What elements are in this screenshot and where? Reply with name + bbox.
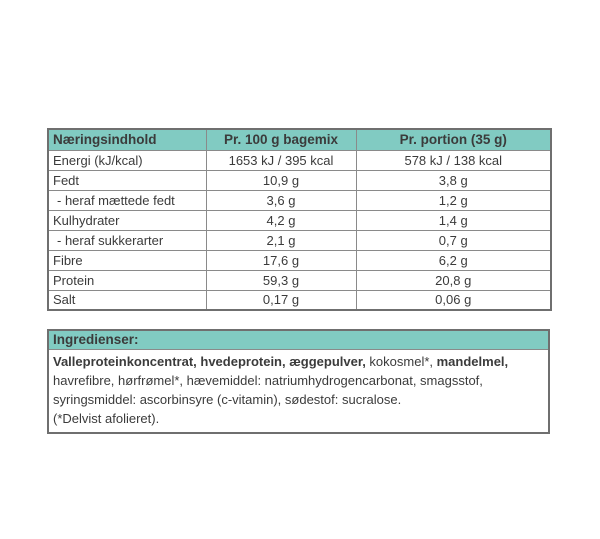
ingredients-line (53, 371, 544, 390)
row-label: - heraf sukkerarter (48, 230, 206, 250)
row-label: Fibre (48, 250, 206, 270)
value-per-100g: 4,2 g (206, 210, 356, 230)
nutrition-header-row (48, 129, 551, 150)
nutrition-row (48, 150, 551, 170)
row-label: Kulhydrater (48, 210, 206, 230)
value-per-portion: 1,4 g (356, 210, 551, 230)
nutrition-row (48, 230, 551, 250)
value-per-portion: 0,06 g (356, 290, 551, 310)
ingredients-box (47, 329, 550, 434)
value-per-100g: 2,1 g (206, 230, 356, 250)
value-per-portion: 1,2 g (356, 190, 551, 210)
ingredients-line (53, 352, 544, 371)
ingredient-segment-bold: Valleproteinkoncentrat, hvedeprotein, æggepulver, (53, 354, 366, 369)
value-per-portion: 3,8 g (356, 170, 551, 190)
ingredients-text (49, 350, 548, 432)
value-per-100g: 0,17 g (206, 290, 356, 310)
value-per-portion: 20,8 g (356, 270, 551, 290)
row-label: - heraf mættede fedt (48, 190, 206, 210)
header-per-100g: Pr. 100 g bagemix (206, 129, 356, 150)
row-label: Fedt (48, 170, 206, 190)
header-per-portion: Pr. portion (35 g) (356, 129, 551, 150)
value-per-portion: 0,7 g (356, 230, 551, 250)
nutrition-row (48, 250, 551, 270)
value-per-100g: 10,9 g (206, 170, 356, 190)
ingredient-segment: (*Delvist afolieret). (53, 411, 160, 426)
nutrition-row (48, 190, 551, 210)
value-per-100g: 17,6 g (206, 250, 356, 270)
ingredients-line (53, 390, 544, 409)
ingredient-segment-bold: mandelmel, (433, 354, 509, 369)
nutrition-row (48, 270, 551, 290)
ingredients-title: Ingredienser: (49, 331, 548, 350)
nutrition-row (48, 290, 551, 310)
nutrition-row (48, 210, 551, 230)
value-per-100g: 59,3 g (206, 270, 356, 290)
nutrition-table-body (48, 150, 551, 310)
header-naeringsindhold: Næringsindhold (48, 129, 206, 150)
ingredient-segment: havrefibre, hørfrømel*, hævemiddel: natriumhydrogencarbonat, smagsstof, (53, 373, 483, 388)
nutrition-table (47, 128, 552, 311)
row-label: Energi (kJ/kcal) (48, 150, 206, 170)
value-per-portion: 578 kJ / 138 kcal (356, 150, 551, 170)
value-per-100g: 1653 kJ / 395 kcal (206, 150, 356, 170)
value-per-100g: 3,6 g (206, 190, 356, 210)
value-per-portion: 6,2 g (356, 250, 551, 270)
nutrition-row (48, 170, 551, 190)
ingredients-line (53, 409, 544, 428)
row-label: Protein (48, 270, 206, 290)
ingredient-segment: kokosmel*, (365, 354, 434, 369)
row-label: Salt (48, 290, 206, 310)
ingredient-segment: syringsmiddel: ascorbinsyre (c-vitamin), sødestof: sucralose. (53, 392, 402, 407)
